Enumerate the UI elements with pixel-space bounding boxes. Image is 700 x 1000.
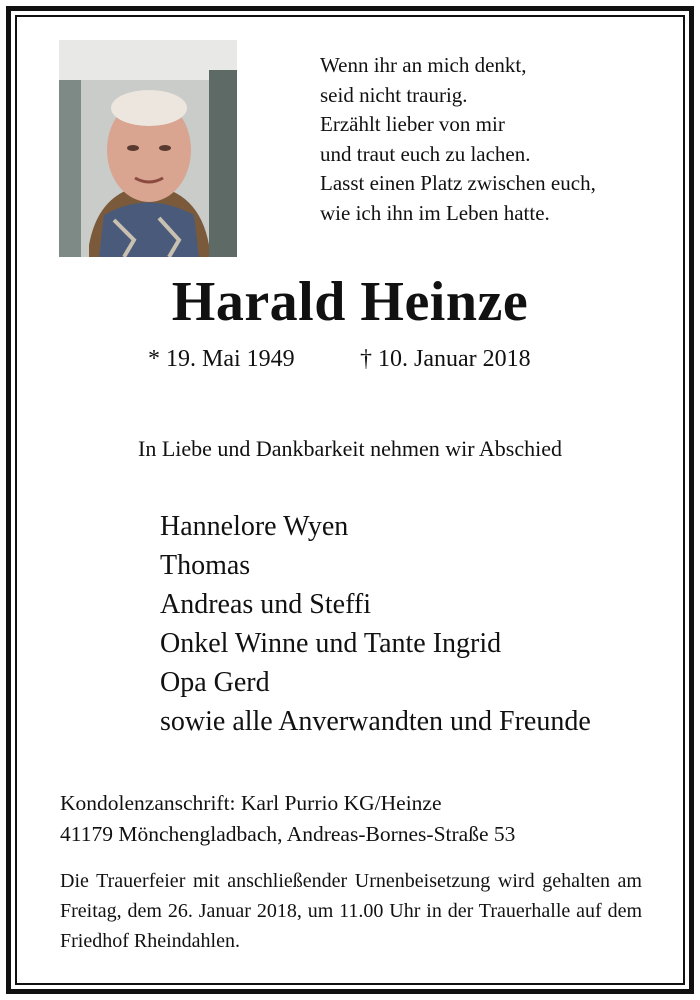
poem-line: Wenn ihr an mich denkt,: [320, 53, 527, 77]
service-notice: Die Trauerfeier mit anschließender Urnenbeisetzung wird gehalten am Freitag, dem 26. Januar 2018, um 11.00 Uhr in der Trauerhalle auf dem Friedhof Rheindahlen.: [60, 870, 642, 952]
condolence-address: [60, 788, 660, 850]
mourner-name: Onkel Winne und Tante Ingrid: [160, 628, 502, 659]
mourner-name: Andreas und Steffi: [160, 589, 371, 620]
mourner-name: sowie alle Anverwandten und Freunde: [160, 706, 591, 737]
mourner-name: Hannelore Wyen: [160, 511, 349, 542]
death-date: † 10. Januar 2018: [360, 346, 531, 372]
mourner-name: Opa Gerd: [160, 667, 270, 698]
farewell-line: In Liebe und Dankbarkeit nehmen wir Abschied: [138, 436, 562, 461]
deceased-name: Harald Heinze: [171, 271, 529, 333]
address-line: 41179 Mönchengladbach, Andreas-Bornes-Straße 53: [60, 822, 516, 846]
poem-line: wie ich ihn im Leben hatte.: [320, 200, 550, 225]
address-line: Kondolenzanschrift: Karl Purrio KG/Heinze: [60, 791, 442, 815]
poem: [320, 51, 660, 229]
poem-line: und traut euch zu lachen.: [320, 141, 531, 166]
mourner-name: Thomas: [160, 550, 251, 581]
mourners-list: [160, 507, 680, 741]
poem-line: Lasst einen Platz zwischen euch,: [320, 171, 596, 196]
portrait-photo: [59, 40, 237, 257]
birth-date: * 19. Mai 1949: [148, 346, 295, 372]
poem-line: seid nicht traurig.: [320, 82, 468, 107]
poem-line: Erzählt lieber von mir: [320, 112, 505, 137]
